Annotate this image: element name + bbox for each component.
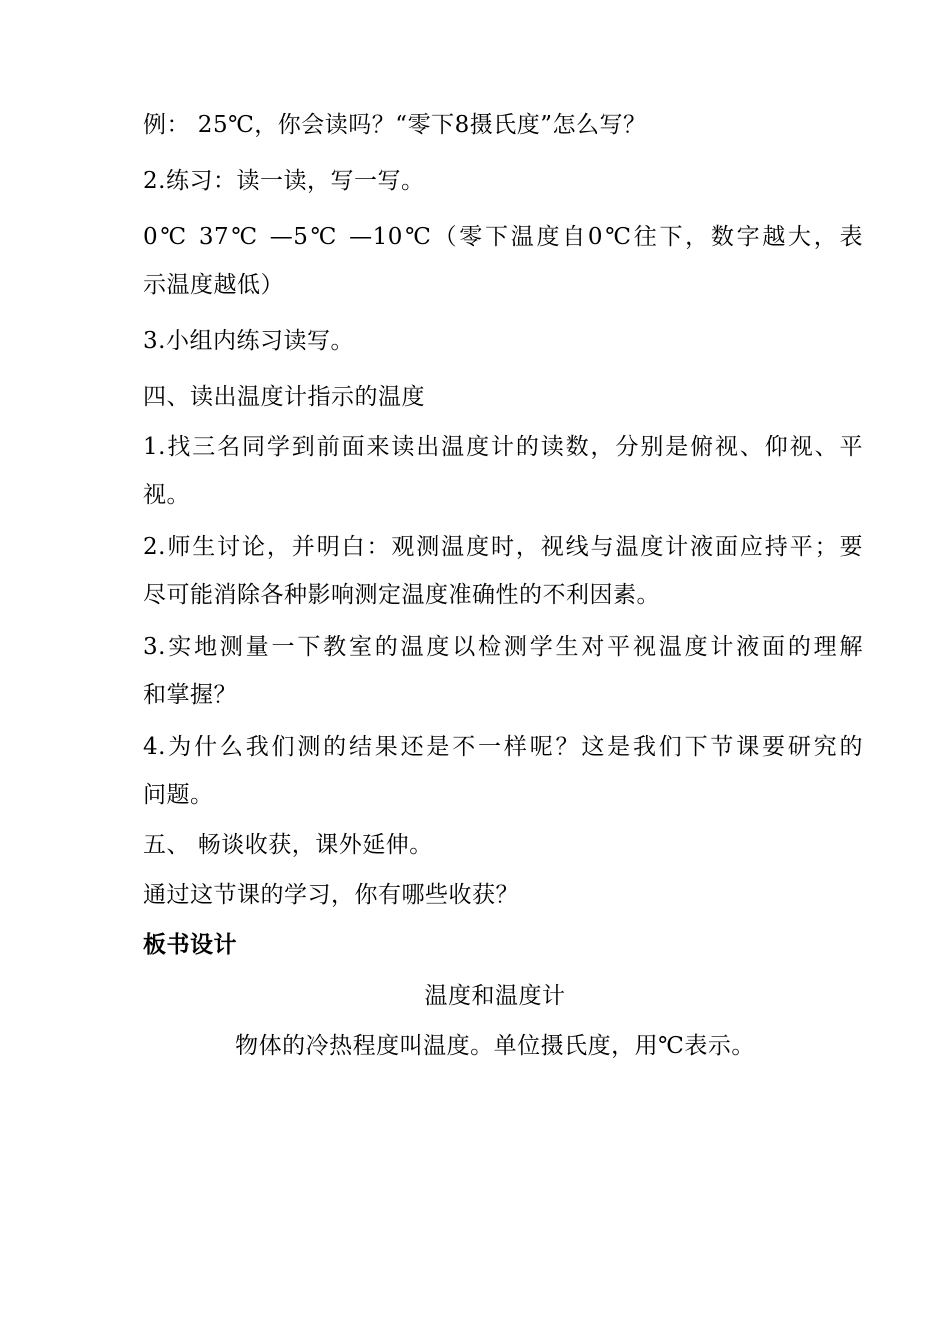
item-4: 4.为什么我们测的结果还是不一样呢？这是我们下节课要研究的	[143, 734, 863, 760]
item-4-continued: 问题。	[143, 782, 214, 808]
section-five-heading: 五、 畅谈收获，课外延伸。	[143, 832, 433, 858]
board-title: 温度和温度计	[424, 983, 566, 1009]
example-question: 例： 25℃，你会读吗？“零下8摄氏度”怎么写？	[143, 112, 647, 138]
reflection-question: 通过这节课的学习，你有哪些收获？	[143, 882, 519, 908]
board-content: 物体的冷热程度叫温度。单位摄氏度，用℃表示。	[235, 1033, 755, 1059]
group-practice: 3.小组内练习读写。	[143, 328, 354, 354]
item-2: 2.师生讨论，并明白：观测温度时，视线与温度计液面应持平；要	[143, 534, 863, 560]
item-1: 1.找三名同学到前面来读出温度计的读数，分别是俯视、仰视、平	[143, 434, 863, 460]
board-design-heading: 板书设计	[143, 932, 237, 958]
item-1-continued: 视。	[143, 482, 190, 508]
item-3-continued: 和掌握？	[143, 682, 237, 708]
item-3: 3.实地测量一下教室的温度以检测学生对平视温度计液面的理解	[143, 634, 863, 660]
item-2-continued: 尽可能消除各种影响测定温度准确性的不利因素。	[143, 582, 660, 608]
temperature-examples: 0℃ 37℃ —5℃ —10℃（零下温度自0℃往下，数字越大，表	[143, 224, 863, 250]
practice-heading: 2.练习：读一读，写一写。	[143, 168, 425, 194]
temperature-examples-continued: 示温度越低）	[143, 272, 284, 298]
section-four-heading: 四、读出温度计指示的温度	[143, 384, 425, 410]
